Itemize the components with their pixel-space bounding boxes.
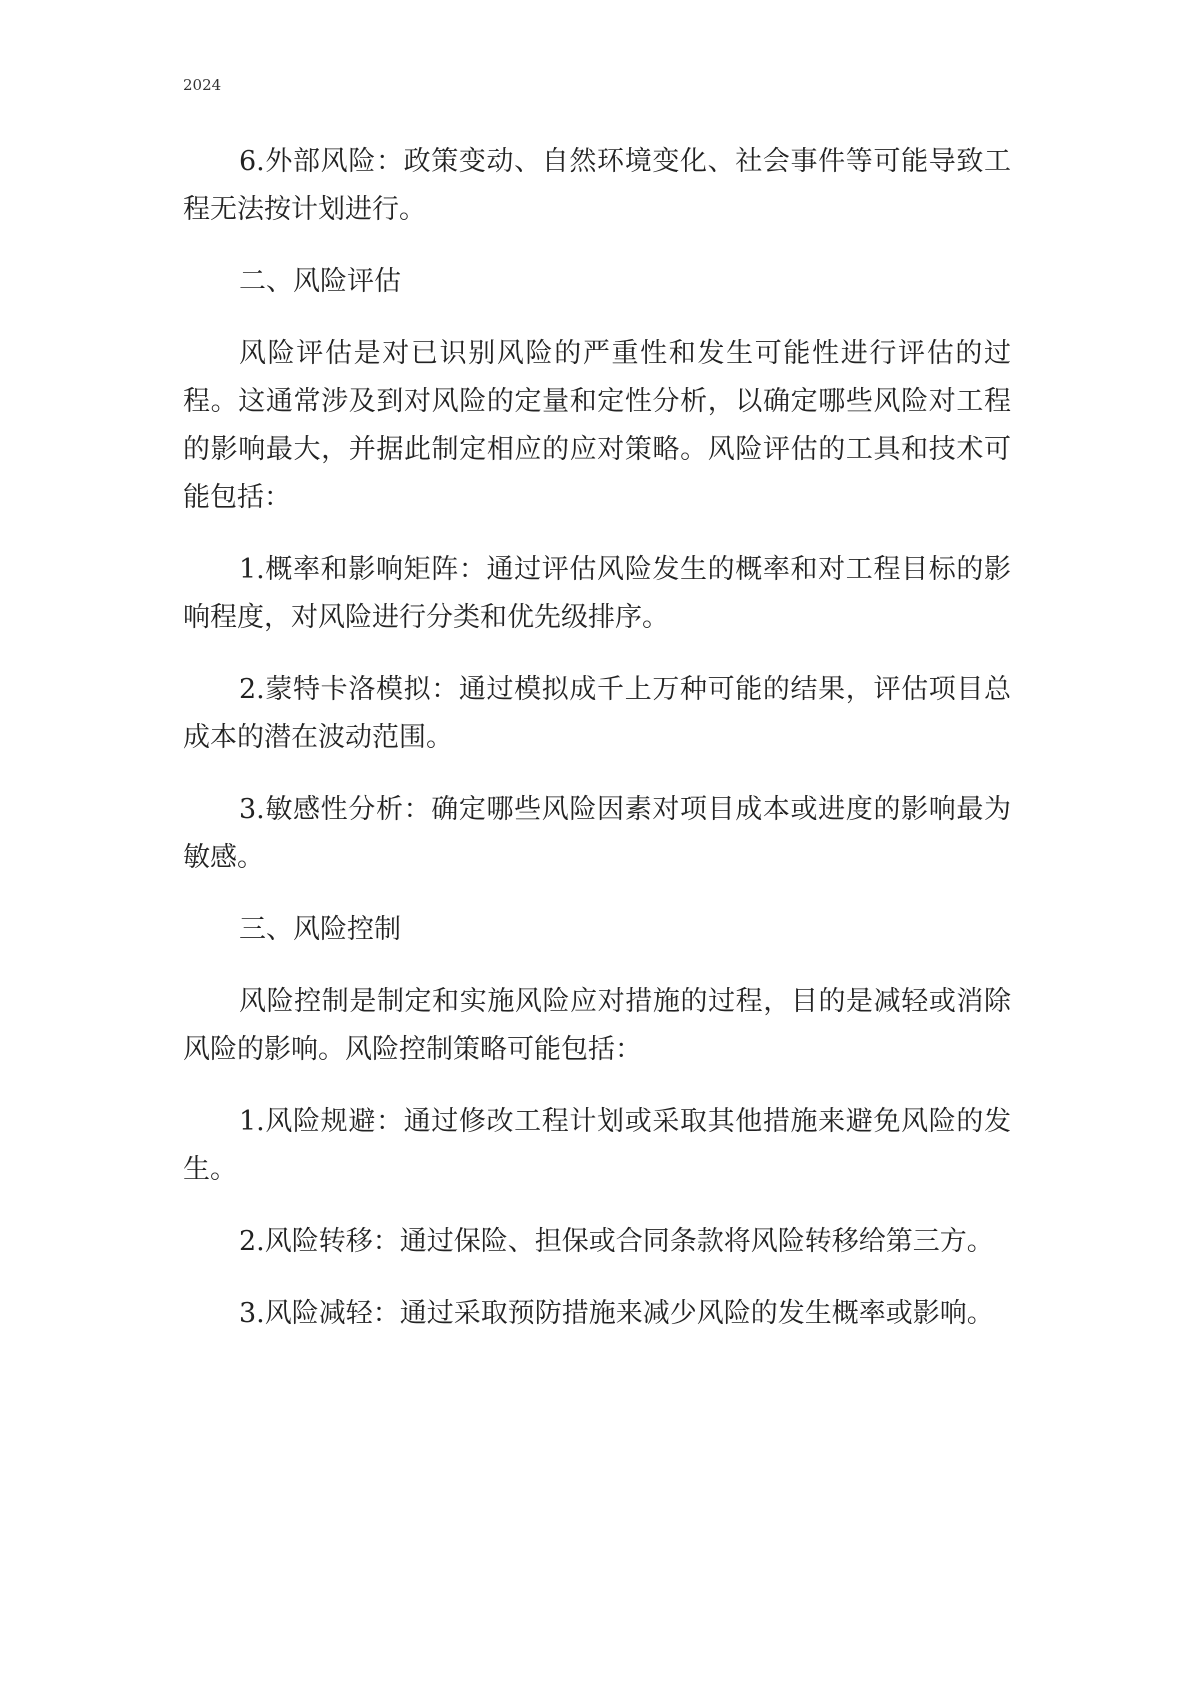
header-year: 2024 [183, 76, 222, 94]
section-heading-risk-control: 三、风险控制 [239, 914, 401, 945]
paragraph-external-risk: 6.外部风险：政策变动、自然环境变化、社会事件等可能导致工程无法按计划进行。 [183, 146, 1011, 225]
document-body [183, 138, 1011, 1338]
list-item-probability-impact-matrix: 1.概率和影响矩阵：通过评估风险发生的概率和对工程目标的影响程度，对风险进行分类和优先级排序。 [183, 554, 1011, 633]
list-item-risk-transfer: 2.风险转移：通过保险、担保或合同条款将风险转移给第三方。 [239, 1226, 994, 1257]
list-item-risk-avoidance: 1.风险规避：通过修改工程计划或采取其他措施来避免风险的发生。 [183, 1106, 1011, 1185]
list-item-risk-mitigation: 3.风险减轻：通过采取预防措施来减少风险的发生概率或影响。 [239, 1298, 994, 1329]
paragraph-risk-control-intro: 风险控制是制定和实施风险应对措施的过程，目的是减轻或消除风险的影响。风险控制策略可能包括： [183, 986, 1011, 1065]
list-item-sensitivity-analysis: 3.敏感性分析：确定哪些风险因素对项目成本或进度的影响最为敏感。 [183, 794, 1011, 873]
list-item-monte-carlo: 2.蒙特卡洛模拟：通过模拟成千上万种可能的结果，评估项目总成本的潜在波动范围。 [183, 674, 1011, 753]
section-heading-risk-assessment: 二、风险评估 [239, 266, 401, 297]
paragraph-risk-assessment-intro: 风险评估是对已识别风险的严重性和发生可能性进行评估的过程。这通常涉及到对风险的定量和定性分析，以确定哪些风险对工程的影响最大，并据此制定相应的应对策略。风险评估的工具和技术可能包括： [183, 338, 1011, 513]
